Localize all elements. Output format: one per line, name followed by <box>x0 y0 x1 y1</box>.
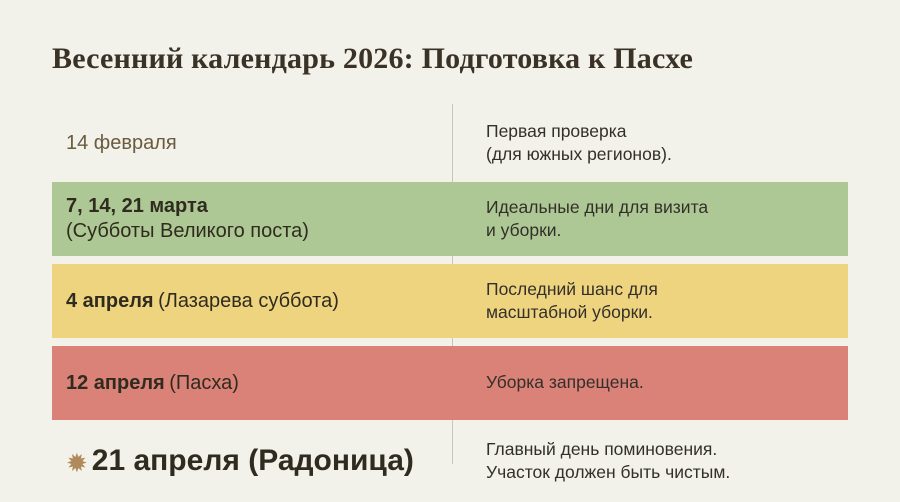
note-line-2: масштабной уборки. <box>486 302 653 322</box>
flower-icon: ✹ <box>66 447 88 478</box>
date-label: 21 апреля (Радоница) <box>91 443 414 477</box>
note-line-2: Участок должен быть чистым. <box>486 462 731 482</box>
date-label: 7, 14, 21 марта <box>66 195 208 217</box>
row-gap <box>52 338 848 346</box>
note-line-1: Идеальные дни для визита <box>486 196 709 217</box>
table-row <box>52 182 848 256</box>
note-line-1: Первая проверка <box>486 120 627 141</box>
date-cell <box>52 444 452 479</box>
date-label: 12 апреля <box>66 371 165 394</box>
row-gap <box>52 256 848 264</box>
note-line-1: Главный день поминовения. <box>486 438 718 459</box>
calendar-table <box>52 104 848 502</box>
table-row <box>52 264 848 338</box>
note-line-2: и уборки. <box>486 220 562 240</box>
note-cell <box>452 371 848 394</box>
note-line-1: Уборка запрещена. <box>486 372 644 393</box>
table-row <box>52 104 848 182</box>
date-sublabel: (Пасха) <box>169 371 239 394</box>
date-label: 14 февраля <box>66 131 177 154</box>
date-cell <box>52 290 452 313</box>
date-sublabel: (Субботы Великого поста) <box>66 220 309 242</box>
note-cell <box>452 438 848 484</box>
note-cell <box>452 278 848 324</box>
table-row <box>52 346 848 420</box>
note-line-2: (для южных регионов). <box>486 144 672 164</box>
date-cell <box>52 372 452 395</box>
note-line-1: Последний шанс для <box>486 278 658 299</box>
date-cell <box>52 132 452 155</box>
date-sublabel: (Лазарева суббота) <box>158 289 339 312</box>
note-cell <box>452 196 848 242</box>
date-label: 4 апреля <box>66 289 154 312</box>
table-row <box>52 420 848 502</box>
page-title: Весенний календарь 2026: Подготовка к Пасхе <box>52 42 694 75</box>
note-cell <box>452 120 848 166</box>
date-cell <box>52 195 452 243</box>
